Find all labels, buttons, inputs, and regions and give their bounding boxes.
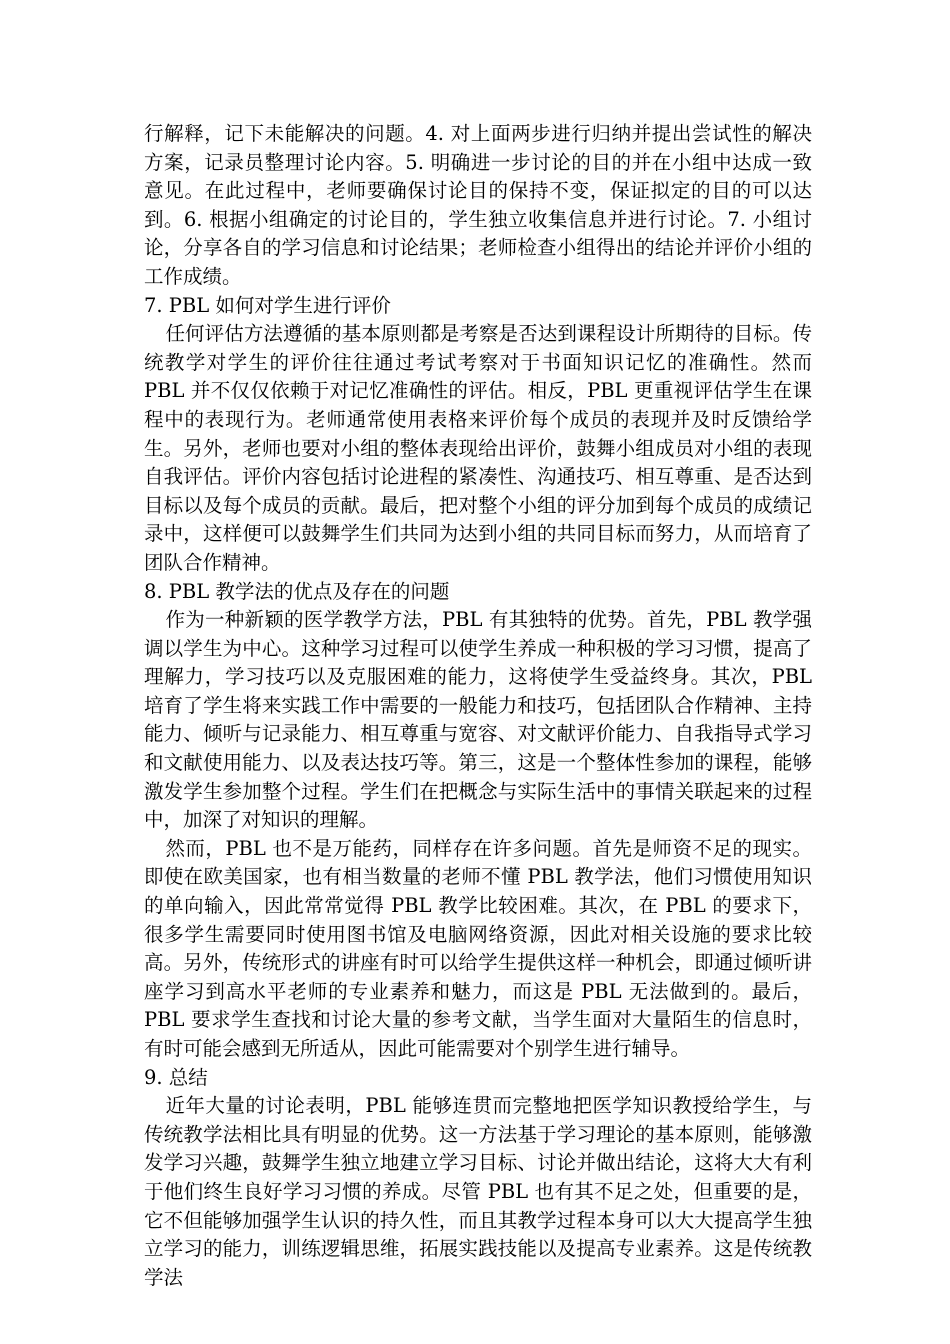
section-heading-8: 8. PBL 教学法的优点及存在的问题 — [144, 579, 450, 603]
section-heading-7: 7. PBL 如何对学生进行评价 — [144, 293, 391, 317]
paragraph-continued: 行解释，记下未能解决的问题。4. 对上面两步进行归纳并提出尝试性的解决方案，记录员整理讨论内容。5. 明确进一步讨论的目的并在小组中达成一致意见。在此过程中，老师要确保讨论目的保持不变，保证拟定的目的可以达到。6. 根据小组确定的讨论目的，学生独立收集信息并进行讨论。7. 小组讨论，分享各自的学习信息和讨论结果；老师检查小组得出的结论并评价小组的工作成绩。 — [144, 122, 812, 288]
paragraph-advantages: 作为一种新颖的医学教学方法，PBL 有其独特的优势。首先，PBL 教学强调以学生为中心。这种学习过程可以使学生养成一种积极的学习习惯，提高了理解力，学习技巧以及克服困难的能力，这将使学生受益终身。其次，PBL 培育了学生将来实践工作中需要的一般能力和技巧，包括团队合作精神、主持能力、倾听与记录能力、相互尊重与宽容、对文献评价能力、自我指导式学习和文献使用能力、以及表达技巧等。第三，这是一个整体性参加的课程，能够激发学生参加整个过程。学生们在把概念与实际生活中的事情关联起来的过程中，加深了对知识的理解。 — [144, 608, 812, 832]
paragraph-summary: 近年大量的讨论表明，PBL 能够连贯而完整地把医学知识教授给学生，与传统教学法相比具有明显的优势。这一方法基于学习理论的基本原则，能够激发学习兴趣，鼓舞学生独立地建立学习目标、讨论并做出结论，这将大大有利于他们终生良好学习习惯的养成。尽管 PBL 也有其不足之处，但重要的是，它不但能够加强学生认识的持久性，而且其教学过程本身可以大大提高学生独立学习的能力，训练逻辑思维，拓展实践技能以及提高专业素养。这是传统教学法 — [144, 1094, 812, 1289]
document-body — [144, 120, 812, 1292]
paragraph-evaluation: 任何评估方法遵循的基本原则都是考察是否达到课程设计所期待的目标。传统教学对学生的评价往往通过考试考察对于书面知识记忆的准确性。然而 PBL 并不仅仅依赖于对记忆准确性的评估。相反，PBL 更重视评估学生在课程中的表现行为。老师通常使用表格来评价每个成员的表现并及时反馈给学生。另外，老师也要对小组的整体表现给出评价，鼓舞小组成员对小组的表现自我评估。评价内容包括讨论进程的紧凑性、沟通技巧、相互尊重、是否达到目标以及每个成员的贡献。最后，把对整个小组的评分加到每个成员的成绩记录中，这样便可以鼓舞学生们共同为达到小组的共同目标而努力，从而培育了团队合作精神。 — [144, 322, 812, 574]
section-heading-9: 9. 总结 — [144, 1065, 208, 1089]
paragraph-problems: 然而，PBL 也不是万能药，同样存在许多问题。首先是师资不足的现实。即使在欧美国家，也有相当数量的老师不懂 PBL 教学法，他们习惯使用知识的单向输入，因此常常觉得 PBL 教学比较困难。其次，在 PBL 的要求下，很多学生需要同时使用图书馆及电脑网络资源，因此对相关设施的要求比较高。另外，传统形式的讲座有时可以给学生提供这样一种机会，即通过倾听讲座学习到高水平老师的专业素养和魅力，而这是 PBL 无法做到的。最后，PBL 要求学生查找和讨论大量的参考文献，当学生面对大量陌生的信息时，有时可能会感到无所适从，因此可能需要对个别学生进行辅导。 — [144, 836, 812, 1060]
